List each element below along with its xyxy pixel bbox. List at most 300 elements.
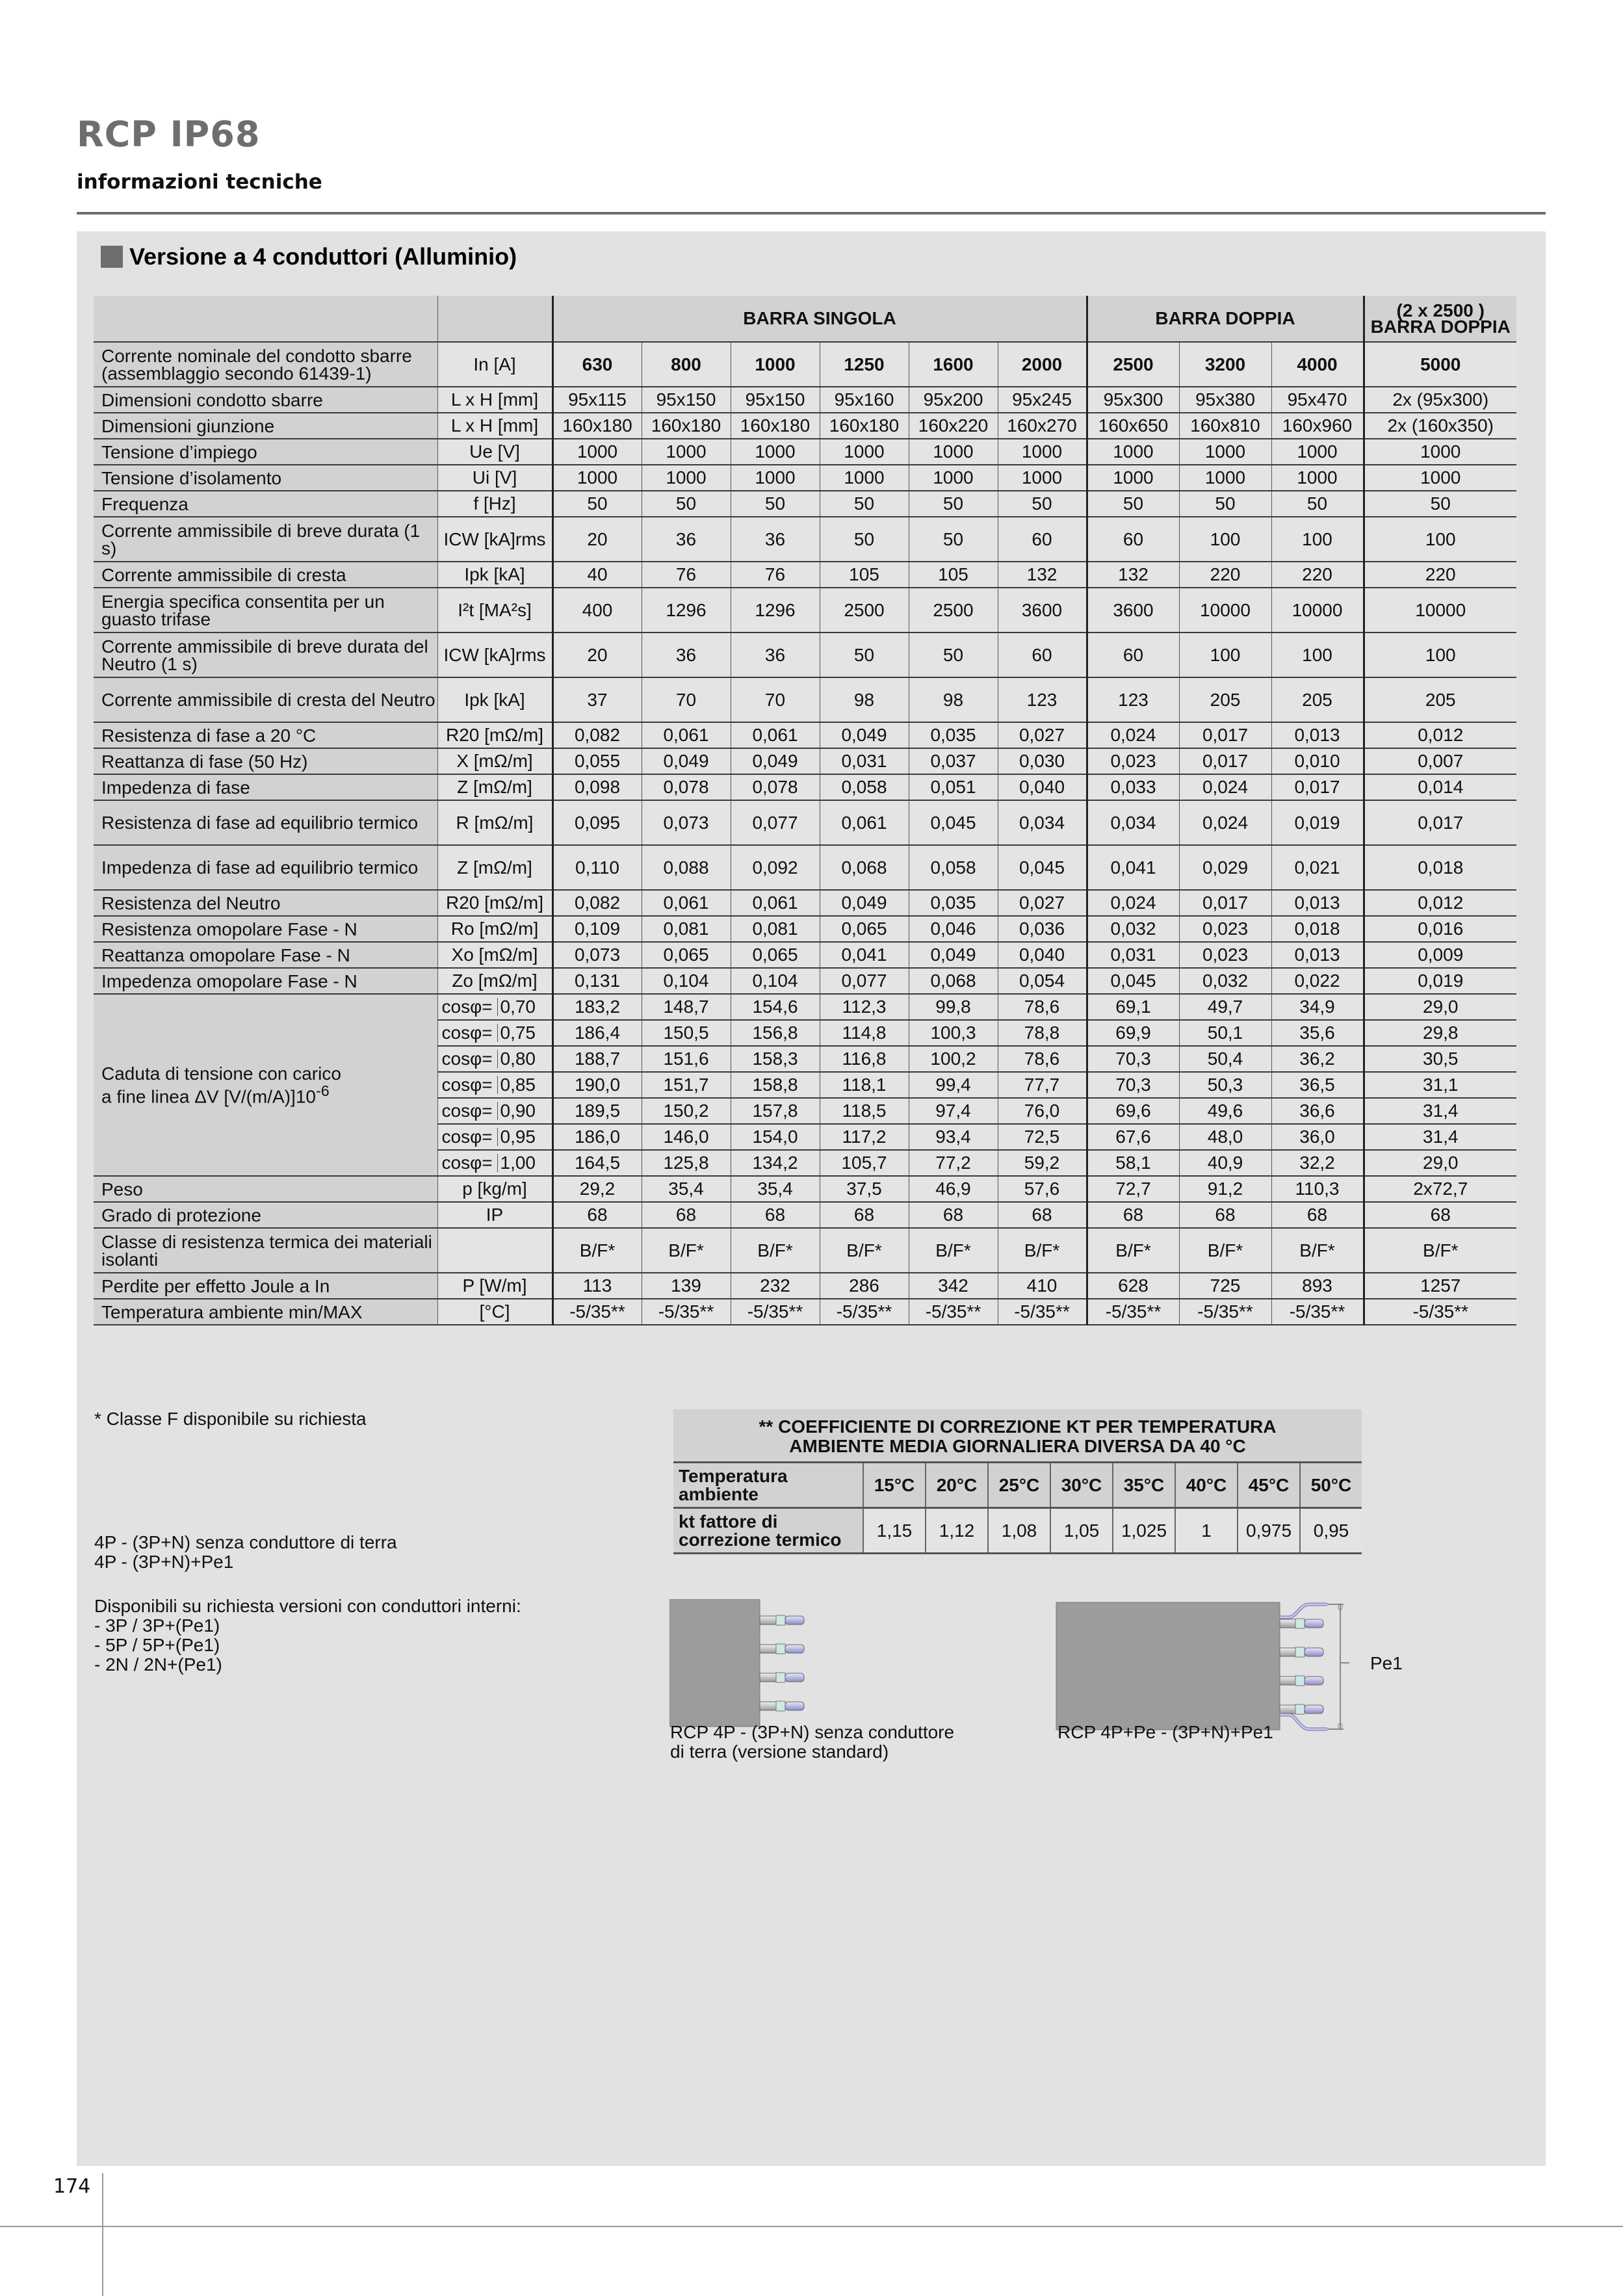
value-cell: 0,036 xyxy=(998,916,1087,942)
value-cell: 160x180 xyxy=(820,413,909,439)
value-cell: 49,6 xyxy=(1179,1098,1271,1124)
caption-4p-line1: RCP 4P - (3P+N) senza conduttore xyxy=(670,1722,955,1742)
value-cell: 36 xyxy=(642,517,731,562)
value-cell: 139 xyxy=(642,1273,731,1299)
table-row xyxy=(94,1176,1516,1202)
value-cell: 58,1 xyxy=(1087,1150,1179,1176)
row-unit: Ro [mΩ/m] xyxy=(437,916,552,942)
value-cell: 10000 xyxy=(1271,588,1364,633)
value-cell: 0,023 xyxy=(1087,748,1179,774)
value-cell: 628 xyxy=(1087,1273,1179,1299)
value-cell: 29,8 xyxy=(1364,1020,1516,1046)
value-cell: B/F* xyxy=(909,1228,998,1273)
value-cell: 1000 xyxy=(552,465,642,491)
value-cell: 95x245 xyxy=(998,387,1087,413)
cos-phi-prefix: cosφ= xyxy=(442,1102,498,1120)
voltage-drop-row xyxy=(94,994,1516,1020)
value-cell: 68 xyxy=(1179,1202,1271,1228)
kt-title xyxy=(673,1409,1362,1463)
value-cell: 31,4 xyxy=(1364,1098,1516,1124)
row-unit: P [W/m] xyxy=(437,1273,552,1299)
note-version-4p-pe1: 4P - (3P+N)+Pe1 xyxy=(94,1552,234,1572)
table-row xyxy=(94,588,1516,633)
value-cell: 2500 xyxy=(909,588,998,633)
value-cell: 0,082 xyxy=(552,722,642,748)
value-cell: 68 xyxy=(998,1202,1087,1228)
value-cell: 1000 xyxy=(731,465,820,491)
value-cell: 69,1 xyxy=(1087,994,1179,1020)
group-header-2x2500 xyxy=(1364,296,1516,342)
table-row xyxy=(94,1273,1516,1299)
row-label: Corrente ammissibile di breve durata (1 s) xyxy=(94,517,437,562)
row-label: Tensione d’impiego xyxy=(94,439,437,465)
cos-phi-prefix: cosφ= xyxy=(442,1024,498,1042)
row-label: Impedenza di fase xyxy=(94,774,437,800)
value-cell: 36 xyxy=(731,517,820,562)
value-cell: 0,030 xyxy=(998,748,1087,774)
table-row xyxy=(94,942,1516,968)
value-cell: 50 xyxy=(820,491,909,517)
value-cell: 160x220 xyxy=(909,413,998,439)
value-cell: 100 xyxy=(1271,633,1364,677)
value-cell: 100,2 xyxy=(909,1046,998,1072)
value-cell: 50,4 xyxy=(1179,1046,1271,1072)
value-cell: 95x470 xyxy=(1271,387,1364,413)
row-label: Frequenza xyxy=(94,491,437,517)
value-cell: 150,5 xyxy=(642,1020,731,1046)
row-label: Impedenza di fase ad equilibrio termico xyxy=(94,845,437,890)
section-heading xyxy=(101,243,517,270)
row-label: Reattanza di fase (50 Hz) xyxy=(94,748,437,774)
value-cell: 29,0 xyxy=(1364,1150,1516,1176)
value-cell: 35,6 xyxy=(1271,1020,1364,1046)
value-cell: 0,131 xyxy=(552,968,642,994)
square-bullet-icon xyxy=(101,246,123,268)
value-cell: 100 xyxy=(1179,633,1271,677)
row-unit: [°C] xyxy=(437,1299,552,1325)
value-cell: 0,049 xyxy=(731,748,820,774)
cos-phi-cell xyxy=(437,1098,552,1124)
value-cell: 0,024 xyxy=(1179,774,1271,800)
value-cell: 105 xyxy=(909,562,998,588)
row-unit: Xo [mΩ/m] xyxy=(437,942,552,968)
kt-temp-20: 20°C xyxy=(926,1463,988,1508)
group-header-row xyxy=(94,296,1516,342)
kt-temp-40: 40°C xyxy=(1175,1463,1238,1508)
value-cell: 36,2 xyxy=(1271,1046,1364,1072)
value-cell: 164,5 xyxy=(552,1150,642,1176)
value-cell: 132 xyxy=(1087,562,1179,588)
value-cell: 0,024 xyxy=(1087,890,1179,916)
value-cell: 410 xyxy=(998,1273,1087,1299)
row-label: Perdite per effetto Joule a In xyxy=(94,1273,437,1299)
value-cell: 20 xyxy=(552,517,642,562)
value-cell: 0,041 xyxy=(1087,845,1179,890)
cos-phi-value: 0,70 xyxy=(500,997,536,1017)
value-cell: 50 xyxy=(909,633,998,677)
value-cell: 186,4 xyxy=(552,1020,642,1046)
footer-vertical-rule-top xyxy=(102,2173,103,2202)
kt-factor-20: 1,12 xyxy=(926,1508,988,1554)
page-subtitle: informazioni tecniche xyxy=(77,170,322,194)
value-cell: 50 xyxy=(1271,491,1364,517)
value-cell: 35,4 xyxy=(642,1176,731,1202)
value-cell: 95x115 xyxy=(552,387,642,413)
value-cell: 160x960 xyxy=(1271,413,1364,439)
cos-phi-value: 1,00 xyxy=(500,1153,536,1173)
value-cell: 1000 xyxy=(731,439,820,465)
cos-phi-prefix: cosφ= xyxy=(442,1154,498,1172)
value-cell: 1000 xyxy=(1179,439,1271,465)
kt-factor-50: 0,95 xyxy=(1300,1508,1362,1554)
value-cell: -5/35** xyxy=(731,1299,820,1325)
value-cell: 0,061 xyxy=(731,890,820,916)
value-cell: 188,7 xyxy=(552,1046,642,1072)
value-cell: 0,049 xyxy=(820,722,909,748)
value-cell: 2500 xyxy=(820,588,909,633)
value-cell: 78,6 xyxy=(998,994,1087,1020)
header-empty-cell xyxy=(94,296,437,342)
cos-phi-cell xyxy=(437,1072,552,1098)
value-cell: 0,023 xyxy=(1179,942,1271,968)
row-label: Corrente ammissibile di cresta xyxy=(94,562,437,588)
value-cell: 205 xyxy=(1364,677,1516,722)
value-cell: 0,109 xyxy=(552,916,642,942)
value-cell: 0,017 xyxy=(1179,748,1271,774)
table-row xyxy=(94,465,1516,491)
kt-factor-25: 1,08 xyxy=(988,1508,1050,1554)
row-unit: In [A] xyxy=(437,342,552,387)
table-row-rated-current xyxy=(94,342,1516,387)
value-cell: 50 xyxy=(1087,491,1179,517)
value-cell: 286 xyxy=(820,1273,909,1299)
value-cell: 34,9 xyxy=(1271,994,1364,1020)
value-cell: 0,017 xyxy=(1271,774,1364,800)
value-cell: 50 xyxy=(552,491,642,517)
value-cell: 158,3 xyxy=(731,1046,820,1072)
row-unit: Z [mΩ/m] xyxy=(437,774,552,800)
value-cell: 0,019 xyxy=(1364,968,1516,994)
value-cell: 37,5 xyxy=(820,1176,909,1202)
row-unit: L x H [mm] xyxy=(437,387,552,413)
value-cell: 232 xyxy=(731,1273,820,1299)
value-cell: 0,029 xyxy=(1179,845,1271,890)
value-cell: 118,5 xyxy=(820,1098,909,1124)
value-cell: 0,073 xyxy=(552,942,642,968)
value-cell: 99,8 xyxy=(909,994,998,1020)
value-cell: 72,7 xyxy=(1087,1176,1179,1202)
value-cell: 110,3 xyxy=(1271,1176,1364,1202)
page-title: RCP IP68 xyxy=(77,114,261,155)
row-unit: Ipk [kA] xyxy=(437,677,552,722)
row-unit: R20 [mΩ/m] xyxy=(437,890,552,916)
value-cell: 2x72,7 xyxy=(1364,1176,1516,1202)
value-cell: 0,013 xyxy=(1271,890,1364,916)
cos-phi-cell xyxy=(437,1046,552,1072)
value-cell: 0,058 xyxy=(820,774,909,800)
value-cell: 0,073 xyxy=(642,800,731,845)
value-cell: 146,0 xyxy=(642,1124,731,1150)
row-label: Dimensioni condotto sbarre xyxy=(94,387,437,413)
value-cell: 0,034 xyxy=(1087,800,1179,845)
value-cell: 0,065 xyxy=(731,942,820,968)
value-cell: 69,6 xyxy=(1087,1098,1179,1124)
group-header-2x2500-line1: (2 x 2500 ) xyxy=(1396,300,1485,320)
value-cell: 1000 xyxy=(1364,439,1516,465)
table-row xyxy=(94,722,1516,748)
value-cell: 116,8 xyxy=(820,1046,909,1072)
value-cell: 70 xyxy=(731,677,820,722)
value-cell: 0,045 xyxy=(998,845,1087,890)
value-cell: 0,007 xyxy=(1364,748,1516,774)
value-cell: 134,2 xyxy=(731,1150,820,1176)
value-cell: 0,065 xyxy=(820,916,909,942)
value-cell: -5/35** xyxy=(909,1299,998,1325)
value-cell: 1296 xyxy=(731,588,820,633)
table-row xyxy=(94,562,1516,588)
value-cell: 98 xyxy=(909,677,998,722)
value-cell: 0,041 xyxy=(820,942,909,968)
value-cell: 183,2 xyxy=(552,994,642,1020)
value-cell: 0,104 xyxy=(642,968,731,994)
value-cell: 36,5 xyxy=(1271,1072,1364,1098)
value-cell: 0,035 xyxy=(909,890,998,916)
value-cell: 1000 xyxy=(1364,465,1516,491)
value-cell: 0,104 xyxy=(731,968,820,994)
value-cell: 68 xyxy=(731,1202,820,1228)
kt-correction-table xyxy=(673,1409,1362,1554)
value-cell: -5/35** xyxy=(820,1299,909,1325)
header-unit-cell xyxy=(437,296,552,342)
value-cell: 98 xyxy=(820,677,909,722)
value-cell: 68 xyxy=(642,1202,731,1228)
value-cell: 160x180 xyxy=(552,413,642,439)
kt-factor-row xyxy=(673,1508,1362,1554)
value-cell: 95x150 xyxy=(731,387,820,413)
value-cell: 10000 xyxy=(1179,588,1271,633)
row-label: Corrente ammissibile di cresta del Neutro xyxy=(94,677,437,722)
value-cell: 70,3 xyxy=(1087,1046,1179,1072)
value-cell: 156,8 xyxy=(731,1020,820,1046)
row-unit: X [mΩ/m] xyxy=(437,748,552,774)
pe1-label: Pe1 xyxy=(1370,1653,1403,1673)
value-cell: 893 xyxy=(1271,1273,1364,1299)
table-row xyxy=(94,1228,1516,1273)
kt-temp-45: 45°C xyxy=(1238,1463,1300,1508)
row-unit: Ue [V] xyxy=(437,439,552,465)
value-cell: 2x (160x350) xyxy=(1364,413,1516,439)
kt-temp-50: 50°C xyxy=(1300,1463,1362,1508)
value-cell: 29,0 xyxy=(1364,994,1516,1020)
value-cell: 93,4 xyxy=(909,1124,998,1150)
value-cell: 50 xyxy=(909,517,998,562)
row-unit: L x H [mm] xyxy=(437,413,552,439)
value-cell: 342 xyxy=(909,1273,998,1299)
value-cell: 0,031 xyxy=(820,748,909,774)
value-cell: 60 xyxy=(1087,517,1179,562)
value-cell: 29,2 xyxy=(552,1176,642,1202)
value-cell: 100 xyxy=(1364,517,1516,562)
value-cell: 0,033 xyxy=(1087,774,1179,800)
value-cell: 78,6 xyxy=(998,1046,1087,1072)
value-cell: 59,2 xyxy=(998,1150,1087,1176)
value-cell: 48,0 xyxy=(1179,1124,1271,1150)
value-cell: 0,009 xyxy=(1364,942,1516,968)
value-cell: 95x200 xyxy=(909,387,998,413)
value-cell: -5/35** xyxy=(1087,1299,1179,1325)
value-cell: 154,6 xyxy=(731,994,820,1020)
value-cell: 0,088 xyxy=(642,845,731,890)
value-cell: 97,4 xyxy=(909,1098,998,1124)
value-cell: 0,058 xyxy=(909,845,998,890)
value-cell: 0,012 xyxy=(1364,722,1516,748)
value-cell: B/F* xyxy=(1179,1228,1271,1273)
value-cell: 0,017 xyxy=(1179,722,1271,748)
technical-data-table xyxy=(94,296,1516,1325)
value-cell: 32,2 xyxy=(1271,1150,1364,1176)
value-cell: 0,065 xyxy=(642,942,731,968)
note-version-4p: 4P - (3P+N) senza conduttore di terra xyxy=(94,1532,397,1552)
value-cell: 100 xyxy=(1179,517,1271,562)
value-cell: 157,8 xyxy=(731,1098,820,1124)
value-cell: 50 xyxy=(998,491,1087,517)
value-cell: B/F* xyxy=(1364,1228,1516,1273)
value-cell: 1000 xyxy=(1087,439,1179,465)
rating-3200: 3200 xyxy=(1179,342,1271,387)
kt-title-row xyxy=(673,1409,1362,1463)
row-label: Resistenza di fase ad equilibrio termico xyxy=(94,800,437,845)
group-header-barra-singola: BARRA SINGOLA xyxy=(552,296,1087,342)
kt-title-line1: ** COEFFICIENTE DI CORREZIONE KT PER TEMPERATURA xyxy=(759,1416,1277,1437)
value-cell: B/F* xyxy=(642,1228,731,1273)
row-unit: ICW [kA]rms xyxy=(437,633,552,677)
value-cell: 95x380 xyxy=(1179,387,1271,413)
row-unit: Ipk [kA] xyxy=(437,562,552,588)
value-cell: 50 xyxy=(820,517,909,562)
value-cell: 0,049 xyxy=(820,890,909,916)
value-cell: 95x300 xyxy=(1087,387,1179,413)
value-cell: 0,081 xyxy=(731,916,820,942)
value-cell: 112,3 xyxy=(820,994,909,1020)
voltage-drop-label xyxy=(94,994,437,1176)
value-cell: 123 xyxy=(1087,677,1179,722)
value-cell: 0,019 xyxy=(1271,800,1364,845)
table-row xyxy=(94,800,1516,845)
value-cell: 99,4 xyxy=(909,1072,998,1098)
kt-temp-30: 30°C xyxy=(1050,1463,1113,1508)
value-cell: 0,045 xyxy=(909,800,998,845)
value-cell: B/F* xyxy=(998,1228,1087,1273)
value-cell: 0,046 xyxy=(909,916,998,942)
value-cell: 113 xyxy=(552,1273,642,1299)
value-cell: 36,0 xyxy=(1271,1124,1364,1150)
row-unit: ICW [kA]rms xyxy=(437,517,552,562)
value-cell: 60 xyxy=(998,633,1087,677)
row-unit: f [Hz] xyxy=(437,491,552,517)
value-cell: 190,0 xyxy=(552,1072,642,1098)
value-cell: 0,092 xyxy=(731,845,820,890)
value-cell: -5/35** xyxy=(552,1299,642,1325)
value-cell: -5/35** xyxy=(1271,1299,1364,1325)
kt-temperature-label: Temperatura ambiente xyxy=(673,1463,863,1508)
row-label: Tensione d’isolamento xyxy=(94,465,437,491)
rating-2000: 2000 xyxy=(998,342,1087,387)
table-row xyxy=(94,413,1516,439)
page-number: 174 xyxy=(53,2175,91,2198)
vd-label-line1: Caduta di tensione con carico xyxy=(101,1063,341,1084)
note-available-2n: - 2N / 2N+(Pe1) xyxy=(94,1654,222,1675)
value-cell: 205 xyxy=(1179,677,1271,722)
table-row xyxy=(94,1299,1516,1325)
value-cell: 40,9 xyxy=(1179,1150,1271,1176)
value-cell: B/F* xyxy=(552,1228,642,1273)
value-cell: 3600 xyxy=(1087,588,1179,633)
value-cell: 0,068 xyxy=(909,968,998,994)
cos-phi-cell xyxy=(437,1020,552,1046)
value-cell: -5/35** xyxy=(1364,1299,1516,1325)
section-title: Versione a 4 conduttori (Alluminio) xyxy=(129,243,517,270)
value-cell: 72,5 xyxy=(998,1124,1087,1150)
row-unit: Zo [mΩ/m] xyxy=(437,968,552,994)
value-cell: 0,061 xyxy=(820,800,909,845)
value-cell: 0,049 xyxy=(642,748,731,774)
value-cell: 57,6 xyxy=(998,1176,1087,1202)
value-cell: 0,022 xyxy=(1271,968,1364,994)
value-cell: 1000 xyxy=(1271,465,1364,491)
value-cell: 2x (95x300) xyxy=(1364,387,1516,413)
value-cell: 68 xyxy=(1087,1202,1179,1228)
value-cell: 20 xyxy=(552,633,642,677)
row-label: Dimensioni giunzione xyxy=(94,413,437,439)
kt-temp-25: 25°C xyxy=(988,1463,1050,1508)
row-label: Grado di protezione xyxy=(94,1202,437,1228)
row-unit: p [kg/m] xyxy=(437,1176,552,1202)
table-row xyxy=(94,387,1516,413)
rating-800: 800 xyxy=(642,342,731,387)
value-cell: 160x180 xyxy=(731,413,820,439)
value-cell: 220 xyxy=(1364,562,1516,588)
note-class-f: * Classe F disponibile su richiesta xyxy=(94,1409,367,1429)
value-cell: 400 xyxy=(552,588,642,633)
value-cell: 0,077 xyxy=(731,800,820,845)
value-cell: 125,8 xyxy=(642,1150,731,1176)
value-cell: 0,078 xyxy=(731,774,820,800)
row-unit: I²t [MA²s] xyxy=(437,588,552,633)
cos-phi-cell xyxy=(437,994,552,1020)
value-cell: 78,8 xyxy=(998,1020,1087,1046)
row-label: Temperatura ambiente min/MAX xyxy=(94,1299,437,1325)
table-row xyxy=(94,774,1516,800)
cos-phi-value: 0,80 xyxy=(500,1049,536,1069)
note-available-title: Disponibili su richiesta versioni con conduttori interni: xyxy=(94,1596,521,1616)
value-cell: 1000 xyxy=(998,439,1087,465)
table-row xyxy=(94,439,1516,465)
value-cell: 117,2 xyxy=(820,1124,909,1150)
kt-temp-15: 15°C xyxy=(863,1463,926,1508)
value-cell: 1000 xyxy=(820,439,909,465)
value-cell: 0,051 xyxy=(909,774,998,800)
value-cell: 1000 xyxy=(642,439,731,465)
value-cell: 0,040 xyxy=(998,942,1087,968)
row-label: Peso xyxy=(94,1176,437,1202)
value-cell: 0,037 xyxy=(909,748,998,774)
value-cell: 40 xyxy=(552,562,642,588)
rating-630: 630 xyxy=(552,342,642,387)
value-cell: 0,078 xyxy=(642,774,731,800)
value-cell: 31,1 xyxy=(1364,1072,1516,1098)
cos-phi-cell xyxy=(437,1150,552,1176)
value-cell: 118,1 xyxy=(820,1072,909,1098)
